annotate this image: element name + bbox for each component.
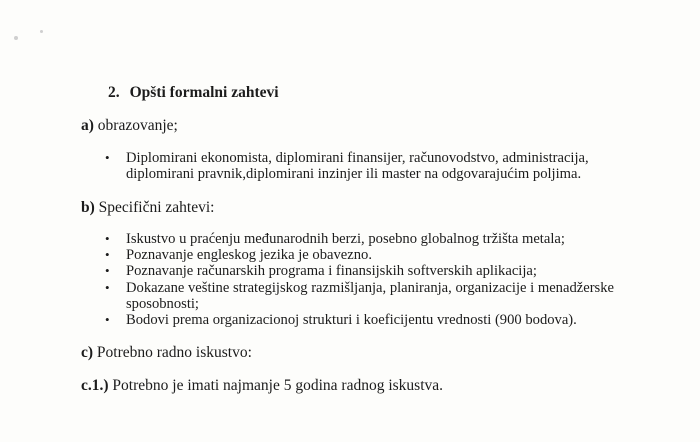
bullet-icon: • xyxy=(105,247,110,263)
subsection-c-letter: c) xyxy=(81,344,94,361)
section-title: Opšti formalni zahtevi xyxy=(129,84,279,101)
list-item xyxy=(100,231,614,247)
bullet-icon: • xyxy=(105,150,110,165)
education-list xyxy=(100,150,589,182)
requirements-list xyxy=(100,231,614,328)
list-item-line: Iskustvo u praćenju međunarodnih berzi, posebno globalnog tržišta metala; xyxy=(126,231,565,247)
bullet-icon: • xyxy=(105,312,110,328)
bullet-icon: • xyxy=(105,279,110,295)
subsection-b-label xyxy=(81,199,214,217)
section-heading xyxy=(108,84,279,102)
subsection-c-text: Potrebno radno iskustvo: xyxy=(93,344,252,361)
list-item xyxy=(100,312,614,328)
section-number: 2. xyxy=(108,84,120,101)
list-item xyxy=(100,150,589,182)
subsection-c1-label xyxy=(81,377,443,395)
subsection-b-text: Specifični zahtevi: xyxy=(94,199,215,216)
subsection-a-text: obrazovanje; xyxy=(93,117,178,134)
subsection-a-letter: a) xyxy=(81,117,94,134)
list-item-line: diplomirani pravnik,diplomirani inzinjer ili master na odgovarajućim poljima. xyxy=(126,166,582,183)
list-item-line: sposobnosti; xyxy=(126,295,199,312)
subsection-b-letter: b) xyxy=(81,199,95,216)
subsection-a-label xyxy=(81,117,178,135)
scan-speck xyxy=(14,36,18,40)
bullet-icon: • xyxy=(105,263,110,279)
list-item xyxy=(100,263,614,279)
subsection-c1-letter: c.1.) xyxy=(81,377,109,394)
subsection-c1-text: Potrebno je imati najmanje 5 godina radnog iskustva. xyxy=(108,377,444,394)
list-item xyxy=(100,280,614,312)
subsection-c-label xyxy=(81,344,252,362)
list-item-line: Bodovi prema organizacionoj strukturi i koeficijentu vrednosti (900 bodova). xyxy=(126,312,577,329)
list-item-line: Diplomirani ekonomista, diplomirani finansijer, računovodstvo, administracija, xyxy=(126,150,589,166)
list-item-line: Dokazane veštine strategijskog razmišljanja, planiranja, organizacije i menadžerske xyxy=(126,279,615,296)
list-item-line: Poznavanje engleskog jezika je obavezno. xyxy=(126,247,372,264)
list-item-line: Poznavanje računarskih programa i finansijskih softverskih aplikacija; xyxy=(126,263,537,280)
list-item xyxy=(100,247,614,263)
scan-speck xyxy=(40,30,43,33)
bullet-icon: • xyxy=(105,231,110,246)
